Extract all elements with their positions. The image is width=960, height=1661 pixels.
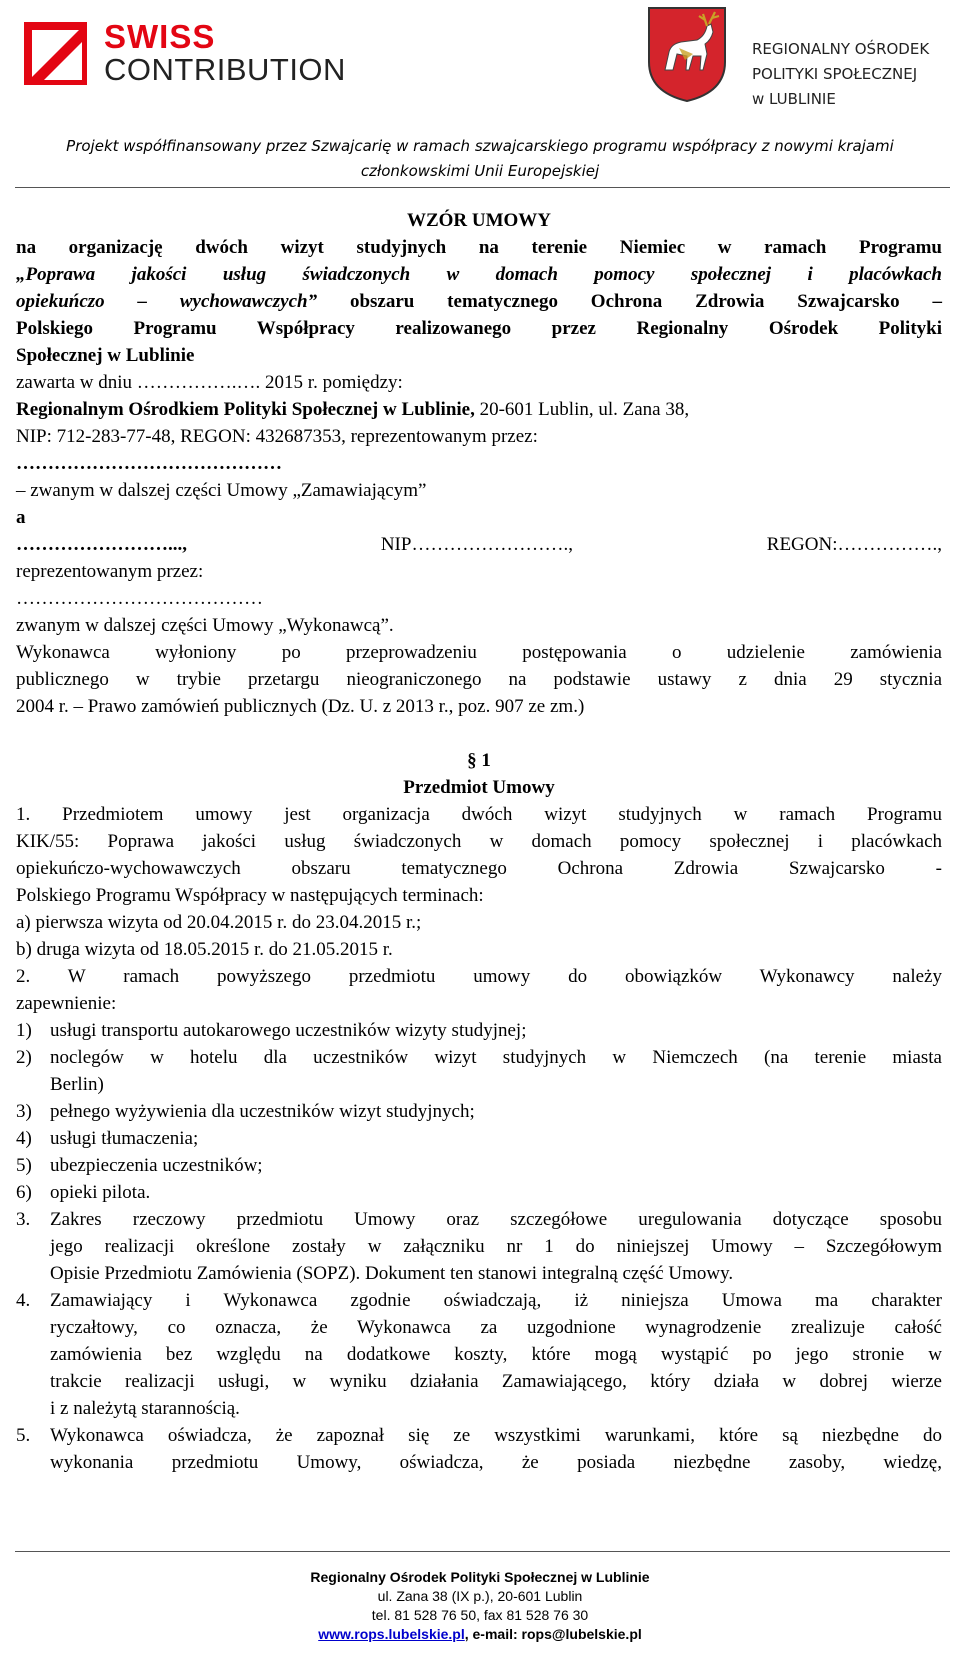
footer-divider — [15, 1551, 950, 1552]
subtitle-line: „Poprawa jakości usług świadczonych w domach pomocy społecznej i placówkach — [16, 264, 942, 285]
project-note-line: członkowskimi Unii Europejskiej — [360, 162, 600, 180]
footer-address: ul. Zana 38 (IX p.), 20-601 Lublin — [377, 1588, 583, 1604]
party2-role: zwanym w dalszej części Umowy „Wykonawcą”. — [16, 615, 394, 636]
party2-name-blank: ……………………..., — [16, 534, 187, 555]
institution-name — [752, 37, 929, 112]
letterhead — [0, 0, 960, 115]
footer-website-link[interactable]: www.rops.lubelskie.pl — [318, 1626, 465, 1642]
institution-line: w LUBLINIE — [752, 90, 836, 108]
list-text-line: Opisie Przedmiotu Zamówienia (SOPZ). Dokument ten stanowi integralną część Umowy. — [50, 1263, 734, 1284]
subtitle-line — [16, 288, 942, 315]
footer-email: , e-mail: rops@lubelskie.pl — [464, 1626, 642, 1642]
footer-phone: tel. 81 528 76 50, fax 81 528 76 30 — [371, 1607, 589, 1623]
list-text-line: jego realizacji określone zostały w załączniku nr 1 do niniejszej Umowy – Szczegółowym — [50, 1236, 942, 1257]
duties-list — [16, 1017, 942, 1206]
subtitle-italic-part: opiekuńczo – wychowawczych” — [16, 291, 318, 312]
numbered-point — [16, 1206, 942, 1287]
list-number: 3) — [16, 1101, 32, 1122]
list-number: 5. — [16, 1425, 31, 1446]
selection-line: publicznego w trybie przetargu nieograniczonego na podstawie ustawy z dnia 29 stycznia — [16, 669, 942, 690]
header-divider — [15, 187, 950, 188]
list-number: 5) — [16, 1155, 32, 1176]
list-text-line: usługi transportu autokarowego uczestników wizyty studyjnej; — [50, 1020, 527, 1041]
party2-identifiers-line — [16, 531, 942, 558]
list-text-line: opieki pilota. — [50, 1182, 151, 1203]
duty-item — [16, 1044, 942, 1098]
visit-date-a: a) pierwsza wizyta od 20.04.2015 r. do 23.04.2015 r.; — [16, 912, 422, 933]
project-cofinancing-note — [0, 134, 960, 184]
list-number: 2) — [16, 1047, 32, 1068]
list-text — [50, 1017, 942, 1044]
list-text — [50, 1044, 942, 1098]
duty-item — [16, 1017, 942, 1044]
list-text — [50, 1206, 942, 1287]
visit-date-b: b) druga wizyta od 18.05.2015 r. do 21.05.2015 r. — [16, 939, 393, 960]
section-number: § 1 — [467, 750, 491, 771]
party1-representative-blank: …………………………………… — [16, 453, 282, 474]
selection-line: Wykonawca wyłoniony po przeprowadzeniu postępowania o udzielenie zamówienia — [16, 642, 942, 663]
document-title: WZÓR UMOWY — [406, 210, 552, 231]
subtitle-bold-part: obszaru tematycznego Ochrona Zdrowia Szwajcarsko – — [317, 291, 942, 312]
subtitle-line: na organizację dwóch wizyt studyjnych na terenie Niemiec w ramach Programu — [16, 237, 942, 258]
numbered-point — [16, 1287, 942, 1422]
party2-regon-blank: REGON:……………., — [766, 534, 943, 555]
list-text-line: ubezpieczenia uczestników; — [50, 1155, 263, 1176]
list-text — [50, 1422, 942, 1476]
numbered-points-list — [16, 1206, 942, 1476]
party1-role: – zwanym w dalszej części Umowy „Zamawiającym” — [16, 480, 427, 501]
party1-address: 20-601 Lublin, ul. Zana 38, — [474, 399, 690, 420]
duty-item — [16, 1125, 942, 1152]
list-text — [50, 1152, 942, 1179]
subtitle-line: Społecznej w Lublinie — [16, 345, 195, 366]
project-note-line: Projekt współfinansowany przez Szwajcarię w ramach szwajcarskiego programu współpracy z nowymi krajami — [66, 137, 894, 155]
list-number: 4. — [16, 1290, 31, 1311]
contract-body — [16, 207, 942, 1476]
duty-item — [16, 1152, 942, 1179]
list-text-line: Zamawiający i Wykonawca zgodnie oświadczają, iż niniejsza Umowa ma charakter — [50, 1290, 942, 1311]
list-text-line: i z należytą starannością. — [50, 1398, 240, 1419]
duty-item — [16, 1098, 942, 1125]
numbered-point — [16, 1422, 942, 1476]
duty-item — [16, 1179, 942, 1206]
list-text-line: zamówienia bez względu na dodatkowe koszty, które mogą wystąpić po jego stronie w — [50, 1344, 942, 1365]
logo-text-swiss: SWISS — [104, 18, 216, 55]
list-text — [50, 1125, 942, 1152]
swiss-contribution-logo — [24, 18, 364, 87]
paragraph-line: opiekuńczo-wychowawczych obszaru tematycznego Ochrona Zdrowia Szwajcarsko - — [16, 858, 942, 879]
list-text-line: pełnego wyżywienia dla uczestników wizyt studyjnych; — [50, 1101, 475, 1122]
list-text-line: usługi tłumaczenia; — [50, 1128, 199, 1149]
paragraph-line: 2. W ramach powyższego przedmiotu umowy do obowiązków Wykonawcy należy — [16, 966, 942, 987]
list-text — [50, 1098, 942, 1125]
party2-nip-blank: NIP……………………., — [380, 534, 573, 555]
list-text-line: trakcie realizacji usługi, w wyniku działania Zamawiającego, który działa w dobrej wierze — [50, 1371, 942, 1392]
party2-representative-blank: ………………………………… — [16, 588, 263, 609]
paragraph-line: 1. Przedmiotem umowy jest organizacja dwóch wizyt studyjnych w ramach Programu — [16, 804, 942, 825]
section-title: Przedmiot Umowy — [403, 777, 555, 798]
footer — [0, 1568, 960, 1644]
paragraph-line: KIK/55: Poprawa jakości usług świadczonych w domach pomocy społecznej i placówkach — [16, 831, 942, 852]
party1-name: Regionalnym Ośrodkiem Polityki Społecznej w Lublinie, — [16, 399, 475, 420]
party1-identifiers: NIP: 712-283-77-48, REGON: 432687353, reprezentowanym przez: — [16, 426, 538, 447]
list-text-line: wykonania przedmiotu Umowy, oświadcza, że posiada niezbędne zasoby, wiedzę, — [50, 1452, 942, 1473]
paragraph-line: Polskiego Programu Współpracy w następujących terminach: — [16, 885, 484, 906]
lublin-coat-of-arms-icon — [645, 4, 729, 104]
list-number: 3. — [16, 1209, 31, 1230]
list-number: 4) — [16, 1128, 32, 1149]
list-text-line: Zakres rzeczowy przedmiotu Umowy oraz szczegółowe uregulowania dotyczące sposobu — [50, 1209, 942, 1230]
conjunction: a — [16, 507, 26, 528]
concluded-date: zawarta w dniu …………….…. 2015 r. pomiędzy: — [16, 372, 403, 393]
list-number: 6) — [16, 1182, 32, 1203]
footer-contact — [0, 1625, 960, 1644]
logo-text-contribution: CONTRIBUTION — [104, 52, 346, 87]
party1-name-line — [16, 396, 942, 423]
institution-line: POLITYKI SPOŁECZNEJ — [752, 65, 918, 83]
spacer — [16, 720, 942, 747]
swiss-cross-icon — [24, 22, 87, 85]
paragraph-line: zapewnienie: — [16, 993, 117, 1014]
list-text-line: Wykonawca oświadcza, że zapoznał się ze wszystkimi warunkami, które są niezbędne do — [50, 1425, 942, 1446]
footer-institution: Regionalny Ośrodek Polityki Społecznej w Lublinie — [310, 1569, 650, 1585]
list-text-line: noclegów w hotelu dla uczestników wizyt studyjnych w Niemczech (na terenie miasta — [50, 1047, 942, 1068]
list-text-line: ryczałtowy, co oznacza, że Wykonawca za uzgodnione wynagrodzenie zrealizuje całość — [50, 1317, 942, 1338]
subtitle-line: Polskiego Programu Współpracy realizowanego przez Regionalny Ośrodek Polityki — [16, 318, 942, 339]
institution-line: REGIONALNY OŚRODEK — [752, 40, 930, 58]
list-number: 1) — [16, 1020, 32, 1041]
list-text — [50, 1287, 942, 1422]
selection-line: 2004 r. – Prawo zamówień publicznych (Dz. U. z 2013 r., poz. 907 ze zm.) — [16, 696, 585, 717]
list-text — [50, 1179, 942, 1206]
list-text-line: Berlin) — [50, 1074, 104, 1095]
party2-rep-label: reprezentowanym przez: — [16, 561, 204, 582]
